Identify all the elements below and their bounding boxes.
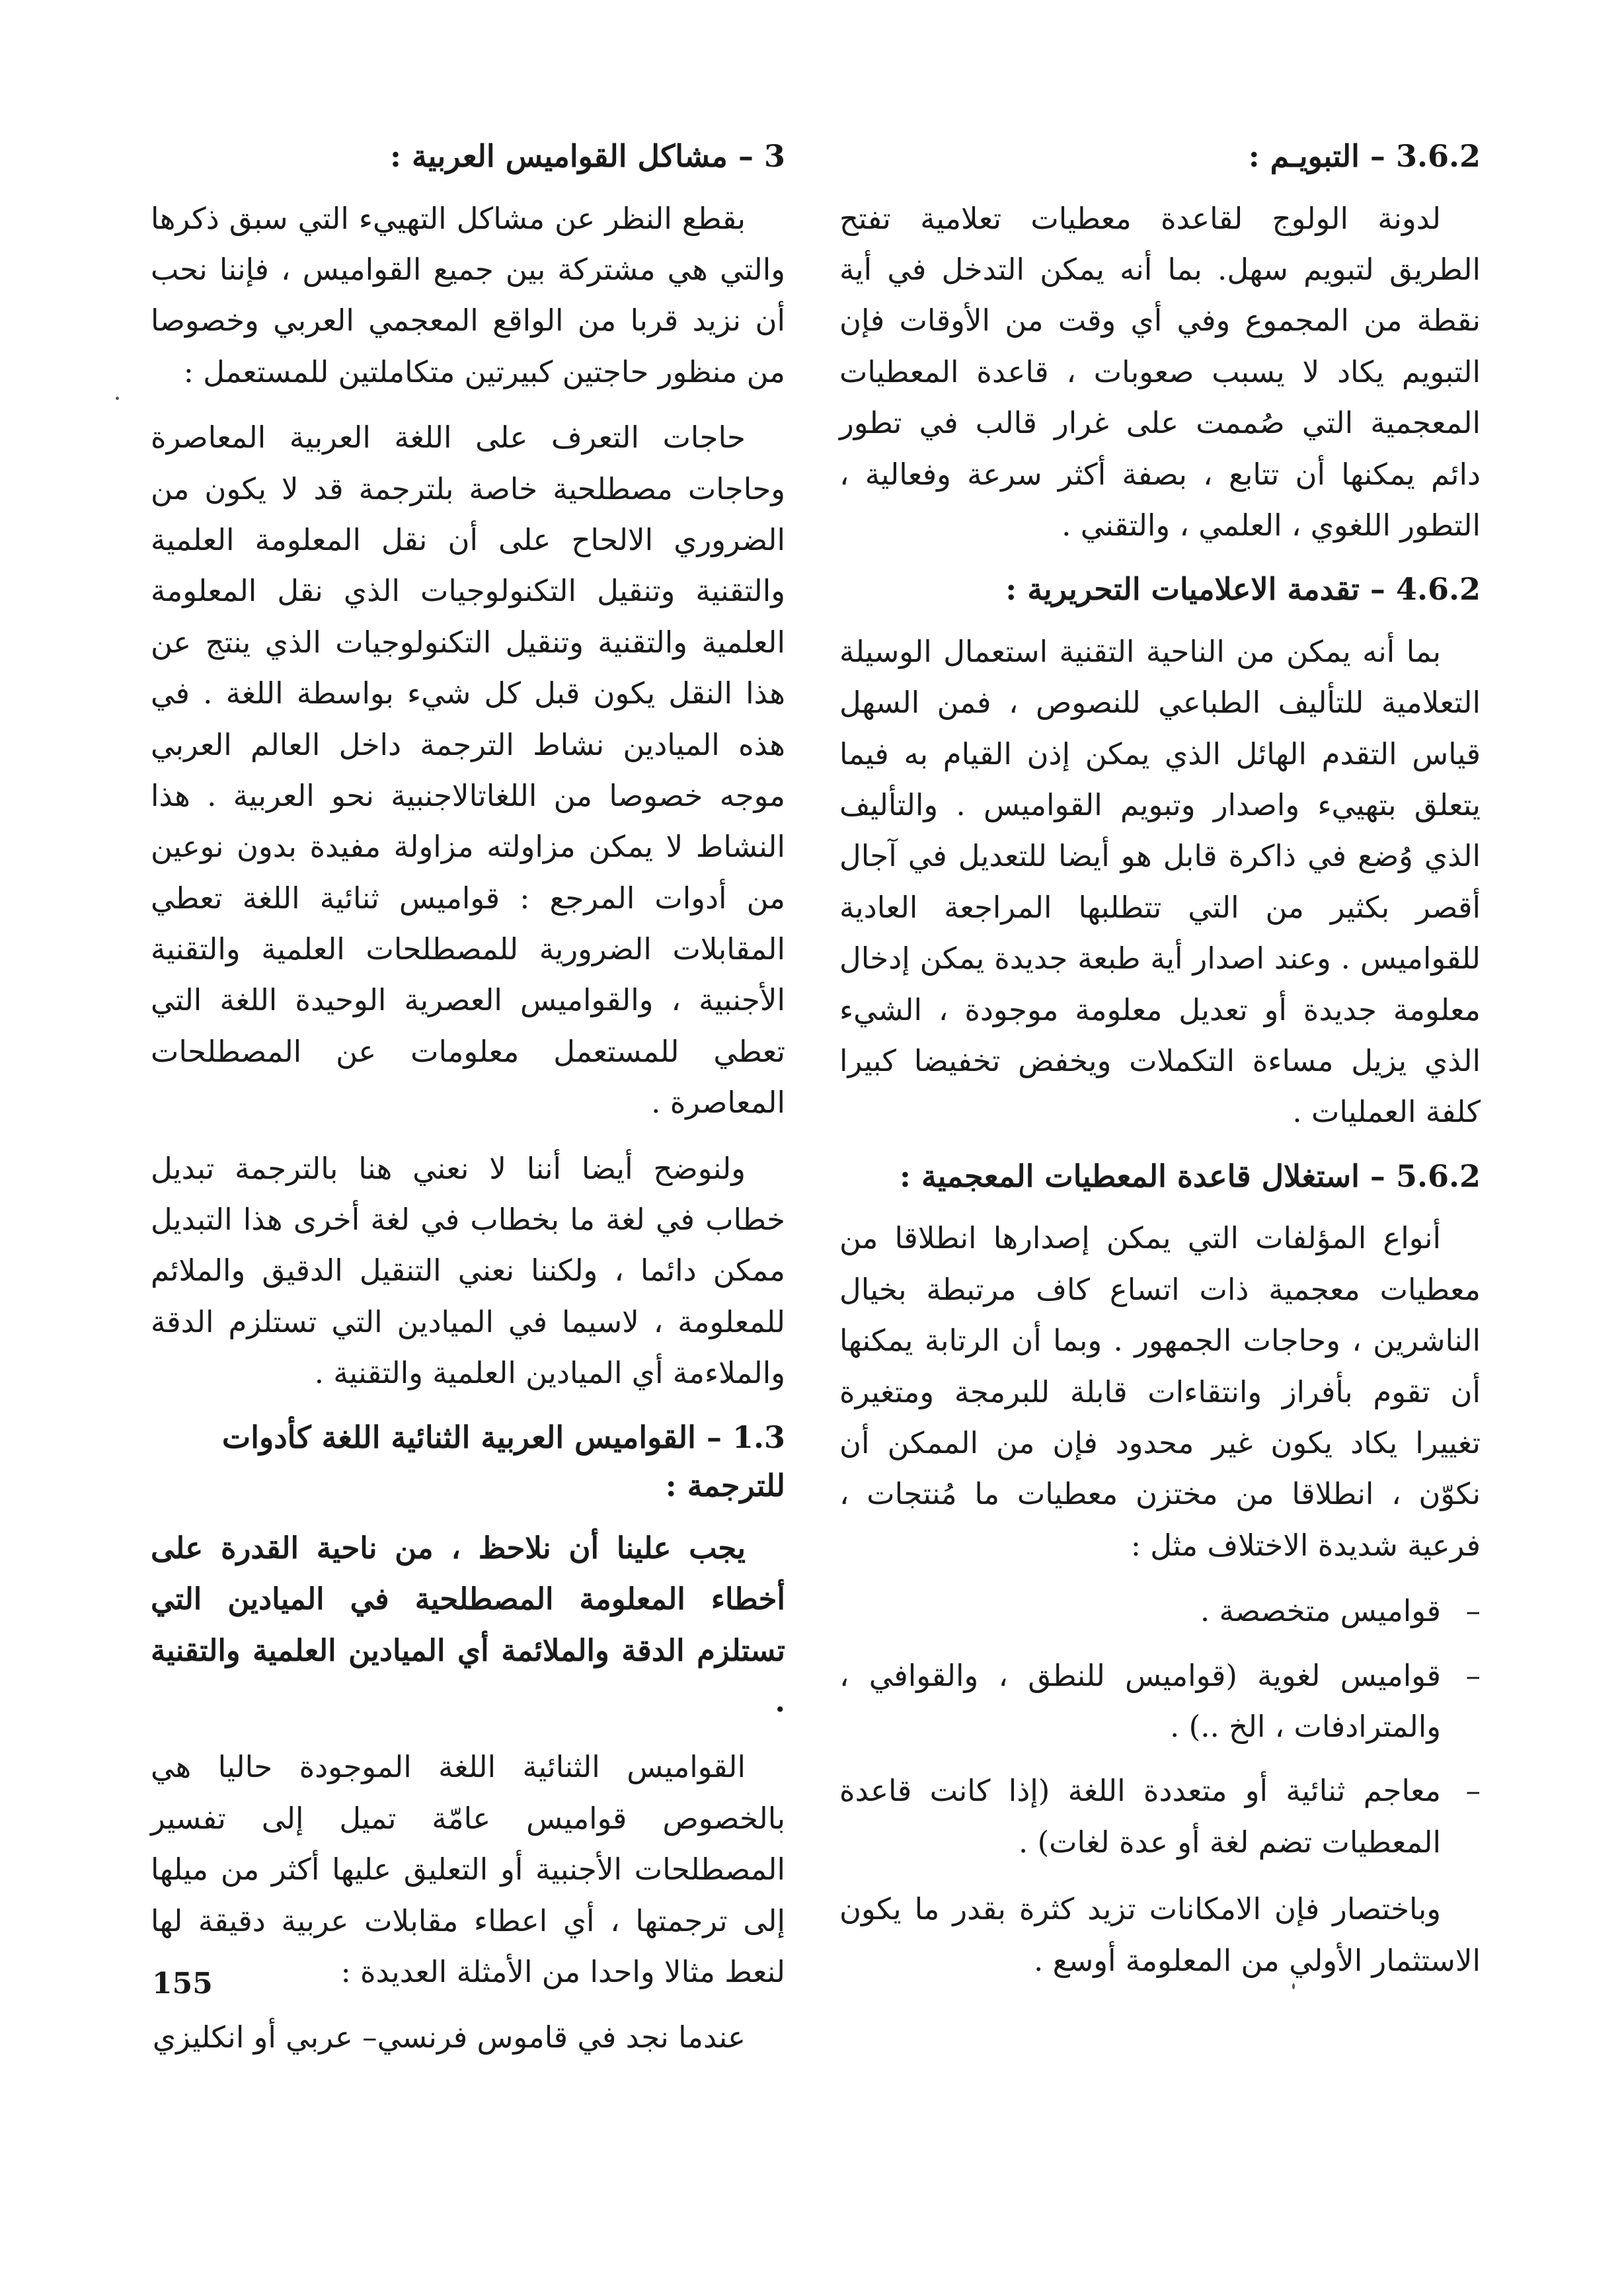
- paragraph: القواميس الثنائية اللغة الموجودة حاليا هي بالخصوص قواميس عامّة تميل إلى تفسير المصطلحات الأجنبية أو التعليق عليها أكثر من ميلها إلى ترجمتها ، أي اعطاء مقابلات عربية دقيقة لها لنعط مثالا واحدا من الأمثلة العديدة :: [151, 1749, 785, 1989]
- section-heading-3-6-2: 3.6.2 – التبويـم :: [1248, 138, 1481, 174]
- section-heading-1-3: 1.3 – القواميس العربية الثنائية اللغة كأدوات للترجمة :: [221, 1419, 785, 1504]
- list-item: – قواميس متخصصة .: [839, 1585, 1481, 1636]
- scan-speck: [116, 397, 119, 400]
- left-column: [151, 132, 785, 2078]
- dictionary-types-list: [839, 1585, 1481, 1868]
- list-item: – معاجم ثنائية أو متعددة اللغة (إذا كانت قاعدة المعطيات تضم لغة أو عدة لغات) .: [839, 1765, 1481, 1868]
- section-heading-3: 3 – مشاكل القواميس العربية :: [390, 138, 785, 174]
- paragraph: أنواع المؤلفات التي يمكن إصدارها انطلاقا من معطيات معجمية ذات اتساع كاف مرتبطة بخيال الناشرين ، وحاجات الجمهور . وبما أن الرتابة يمكنها أن تقوم بأفراز وانتقاءات قابلة للبرمجة ومتغيرة تغييرا يكاد يكون غير محدود فإن من الممكن أن نكوّن ، انطلاقا من مختزن معطيات ما مُنتجات ، فرعية شديدة الاختلاف مثل :: [839, 1220, 1481, 1563]
- right-column: [839, 132, 1481, 2000]
- paragraph: بقطع النظر عن مشاكل التهييء التي سبق ذكرها والتي هي مشتركة بين جميع القواميس ، فإننا نحب أن نزيد قربا من الواقع المعجمي العربي وخصوصا من منظور حاجتين كبيرتين متكاملتين للمستعمل :: [151, 200, 785, 389]
- list-item: – قواميس لغوية (قواميس للنطق ، والقوافي ، والمترادفات ، الخ ..) .: [839, 1650, 1481, 1753]
- paragraph: بما أنه يمكن من الناحية التقنية استعمال الوسيلة التعلامية للتأليف الطباعي للنصوص ، فمن السهل قياس التقدم الهائل الذي يمكن إذن القيام به فيما يتعلق بتهييء واصدار وتبويم القواميس . والتأليف الذي وُضع في ذاكرة قابل هو أيضا للتعديل في آجال أقصر بكثير من التي تتطلبها المراجعة العادية للقواميس . وعند اصدار أية طبعة جديدة يمكن إدخال معلومة جديدة أو تعديل معلومة موجودة ، الشيء الذي يزيل مساءة التكملات ويخفض تخفيضا كبيرا كلفة العمليات .: [839, 633, 1481, 1130]
- paragraph: يجب علينا أن نلاحظ ، من ناحية القدرة على أخطاء المعلومة المصطلحية في الميادين التي تستلزم الدقة والملائمة أي الميادين العلمية والتقنية .: [151, 1530, 785, 1719]
- section-heading-5-6-2: 5.6.2 – استغلال قاعدة المعطيات المعجمية :: [899, 1158, 1481, 1194]
- page-number: 155: [152, 1967, 213, 2000]
- scan-speck: [1292, 1983, 1295, 1989]
- section-heading-4-6-2: 4.6.2 – تقدمة الاعلاميات التحريرية :: [1005, 571, 1481, 608]
- paragraph: حاجات التعرف على اللغة العربية المعاصرة وحاجات مصطلحية خاصة بلترجمة قد لا يكون من الضروري الالحاح على أن نقل المعلومة العلمية والتقنية وتنقيل التكنولوجيات الذي نقل المعلومة العلمية والتقنية وتنقيل التكنولوجيات الذي ينتج عن هذا النقل يكون قبل كل شيء بواسطة اللغة . في هذه الميادين نشاط الترجمة داخل العالم العربي موجه خصوصا من اللغاتالاجنبية نحو العربية . هذا النشاط لا يمكن مزاولته مزاولة مفيدة بدون نوعين من أدوات المرجع : قواميس ثنائية اللغة تعطي المقابلات الضرورية للمصطلحات العلمية والتقنية الأجنبية ، والقواميس العصرية الوحيدة اللغة التي تعطي للمستعمل معلومات عن المصطلحات المعاصرة .: [151, 420, 785, 1121]
- paragraph: عندما نجد في قاموس فرنسي– عربي أو انكليزي: [152, 2020, 746, 2055]
- paragraph: لدونة الولوج لقاعدة معطيات تعلامية تفتح الطريق لتبويم سهل. بما أنه يمكن التدخل في أية نقطة من المجموع وفي أي وقت من الأوقات فإن التبويم يكاد لا يسبب صعوبات ، قاعدة المعطيات المعجمية التي صُممت على غرار قالب في تطور دائم يمكنها أن تتابع ، بصفة أكثر سرعة وفعالية ، التطور اللغوي ، العلمي ، والتقني .: [839, 200, 1481, 543]
- paragraph: ولنوضح أيضا أننا لا نعني هنا بالترجمة تبديل خطاب في لغة ما بخطاب في لغة أخرى هذا التبديل ممكن دائما ، ولكننا نعني التنقيل الدقيق والملائم للمعلومة ، لاسيما في الميادين التي تستلزم الدقة والملاءمة أي الميادين العلمية والتقنية .: [151, 1150, 785, 1391]
- paragraph: وباختصار فإن الامكانات تزيد كثرة بقدر ما يكون الاستثمار الأولي من المعلومة أوسع .: [839, 1891, 1481, 1978]
